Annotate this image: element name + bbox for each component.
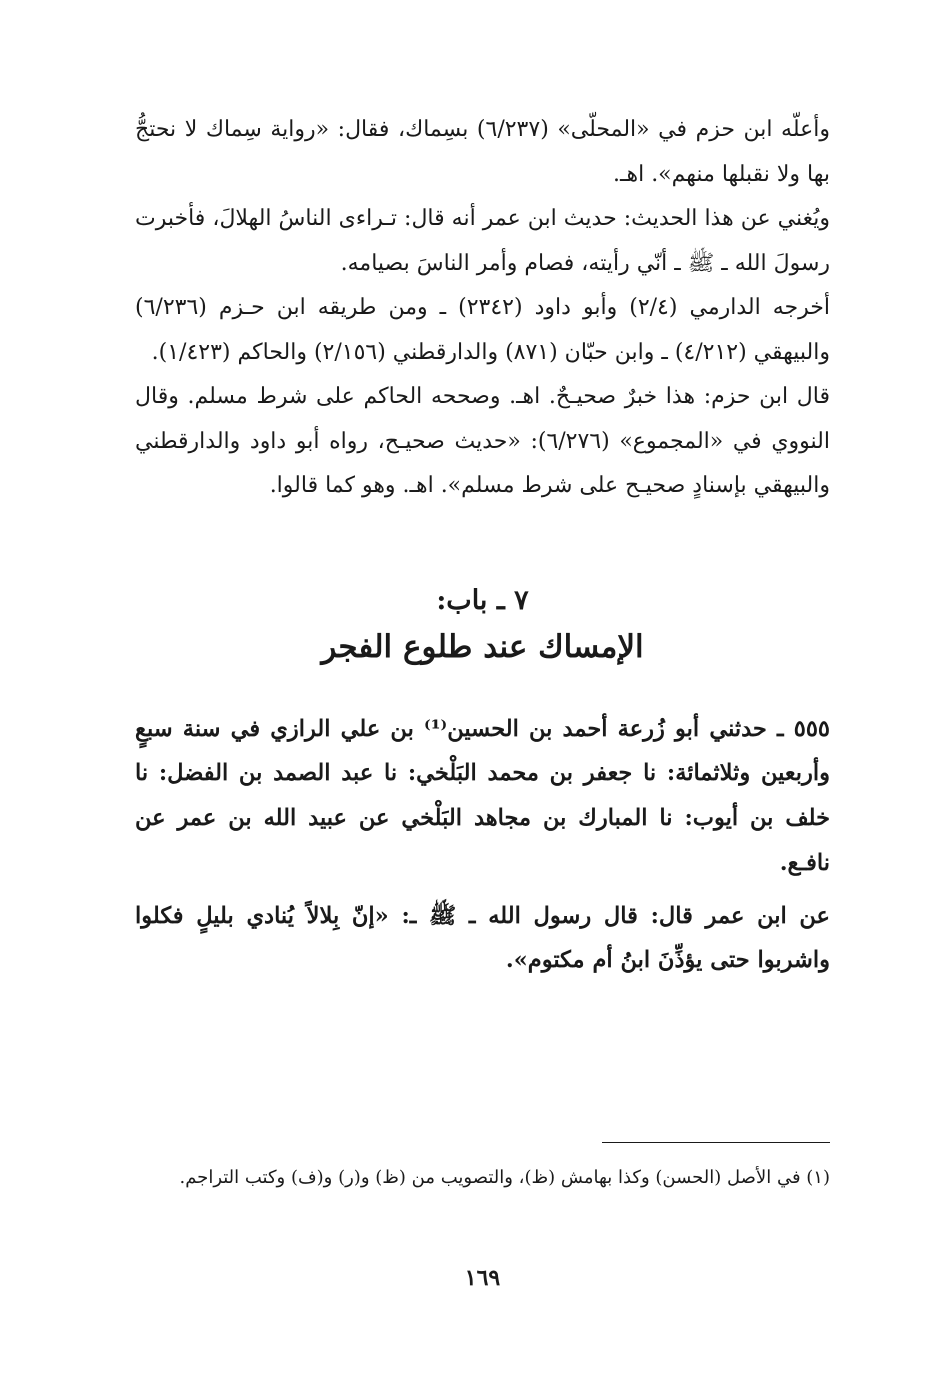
page-number: ١٦٩ [464, 1265, 501, 1291]
chapter-heading [135, 579, 830, 671]
footnote: (١) في الأصل (الحسن) وكذا بهامش (ظ)، والتصويب من (ظ) و(ر) و(ف) وكتب التراجم. [179, 1167, 830, 1188]
paragraph-ibn-hazm-illah: وأعلّه ابن حزم في «المحلّى» (٦/٢٣٧) بسِماك، فقال: «رواية سِماك لا نحتجُّ بها ولا نقبلها منهم». اهـ. [135, 117, 830, 187]
hadith-block [135, 707, 830, 984]
paragraph-takhrij: أخرجه الدارمي (٢/٤) وأبو داود (٢٣٤٢) ـ ومن طريقه ابن حـزم (٦/٢٣٦) والبيهقي (٤/٢١٢) ـ وابن حبّان (٨٧١) والدارقطني (٢/١٥٦) والحاكم (١/٤٢٣). [135, 295, 830, 365]
paragraph-grading: قال ابن حزم: هذا خبرٌ صحيـحٌ. اهـ. وصححه الحاكم على شرط مسلم. وقال النووي في «المجموع» (٦/٢٧٦): «حديث صحيـح، رواه أبو داود والدارقطني والبيهقي بإسنادٍ صحيـح على شرط مسلم». اهـ. وهو كما قالوا. [135, 384, 830, 498]
hadith-isnad: ٥٥٥ ـ حدثني أبو زُرعة أحمد بن الحسين⁽¹⁾ بن علي الرازي في سنة سبعٍ وأربعين وثلاثمائة: نا جعفر بن محمد البَلْخي: نا عبد الصمد بن الفضل: نا خلف بن أيوب: نا المبارك بن مجاهد البَلْخي عن عبيد الله بن عمر عن نافـع. [135, 715, 830, 876]
page-body [135, 108, 830, 1291]
paragraph-alternative-hadith: ويُغني عن هذا الحديث: حديث ابن عمر أنه قال: تـراءى الناسُ الهلالَ، فأخبرت رسولَ الله ـ ﷺ ـ أنّي رأيته، فصام وأمر الناسَ بصيامه. [135, 206, 830, 276]
chapter-number: ٧ ـ باب: [436, 584, 529, 616]
footnote-separator [602, 1142, 830, 1143]
chapter-title: الإمساك عند طلوع الفجر [321, 628, 644, 665]
hadith-matn: عن ابن عمر قال: قال رسول الله ـ ﷺ ـ: «إنّ بِلالاً يُنادي بليلٍ فكلوا واشربوا حتى يؤذِّنَ ابنُ أم مكتوم». [135, 902, 830, 974]
